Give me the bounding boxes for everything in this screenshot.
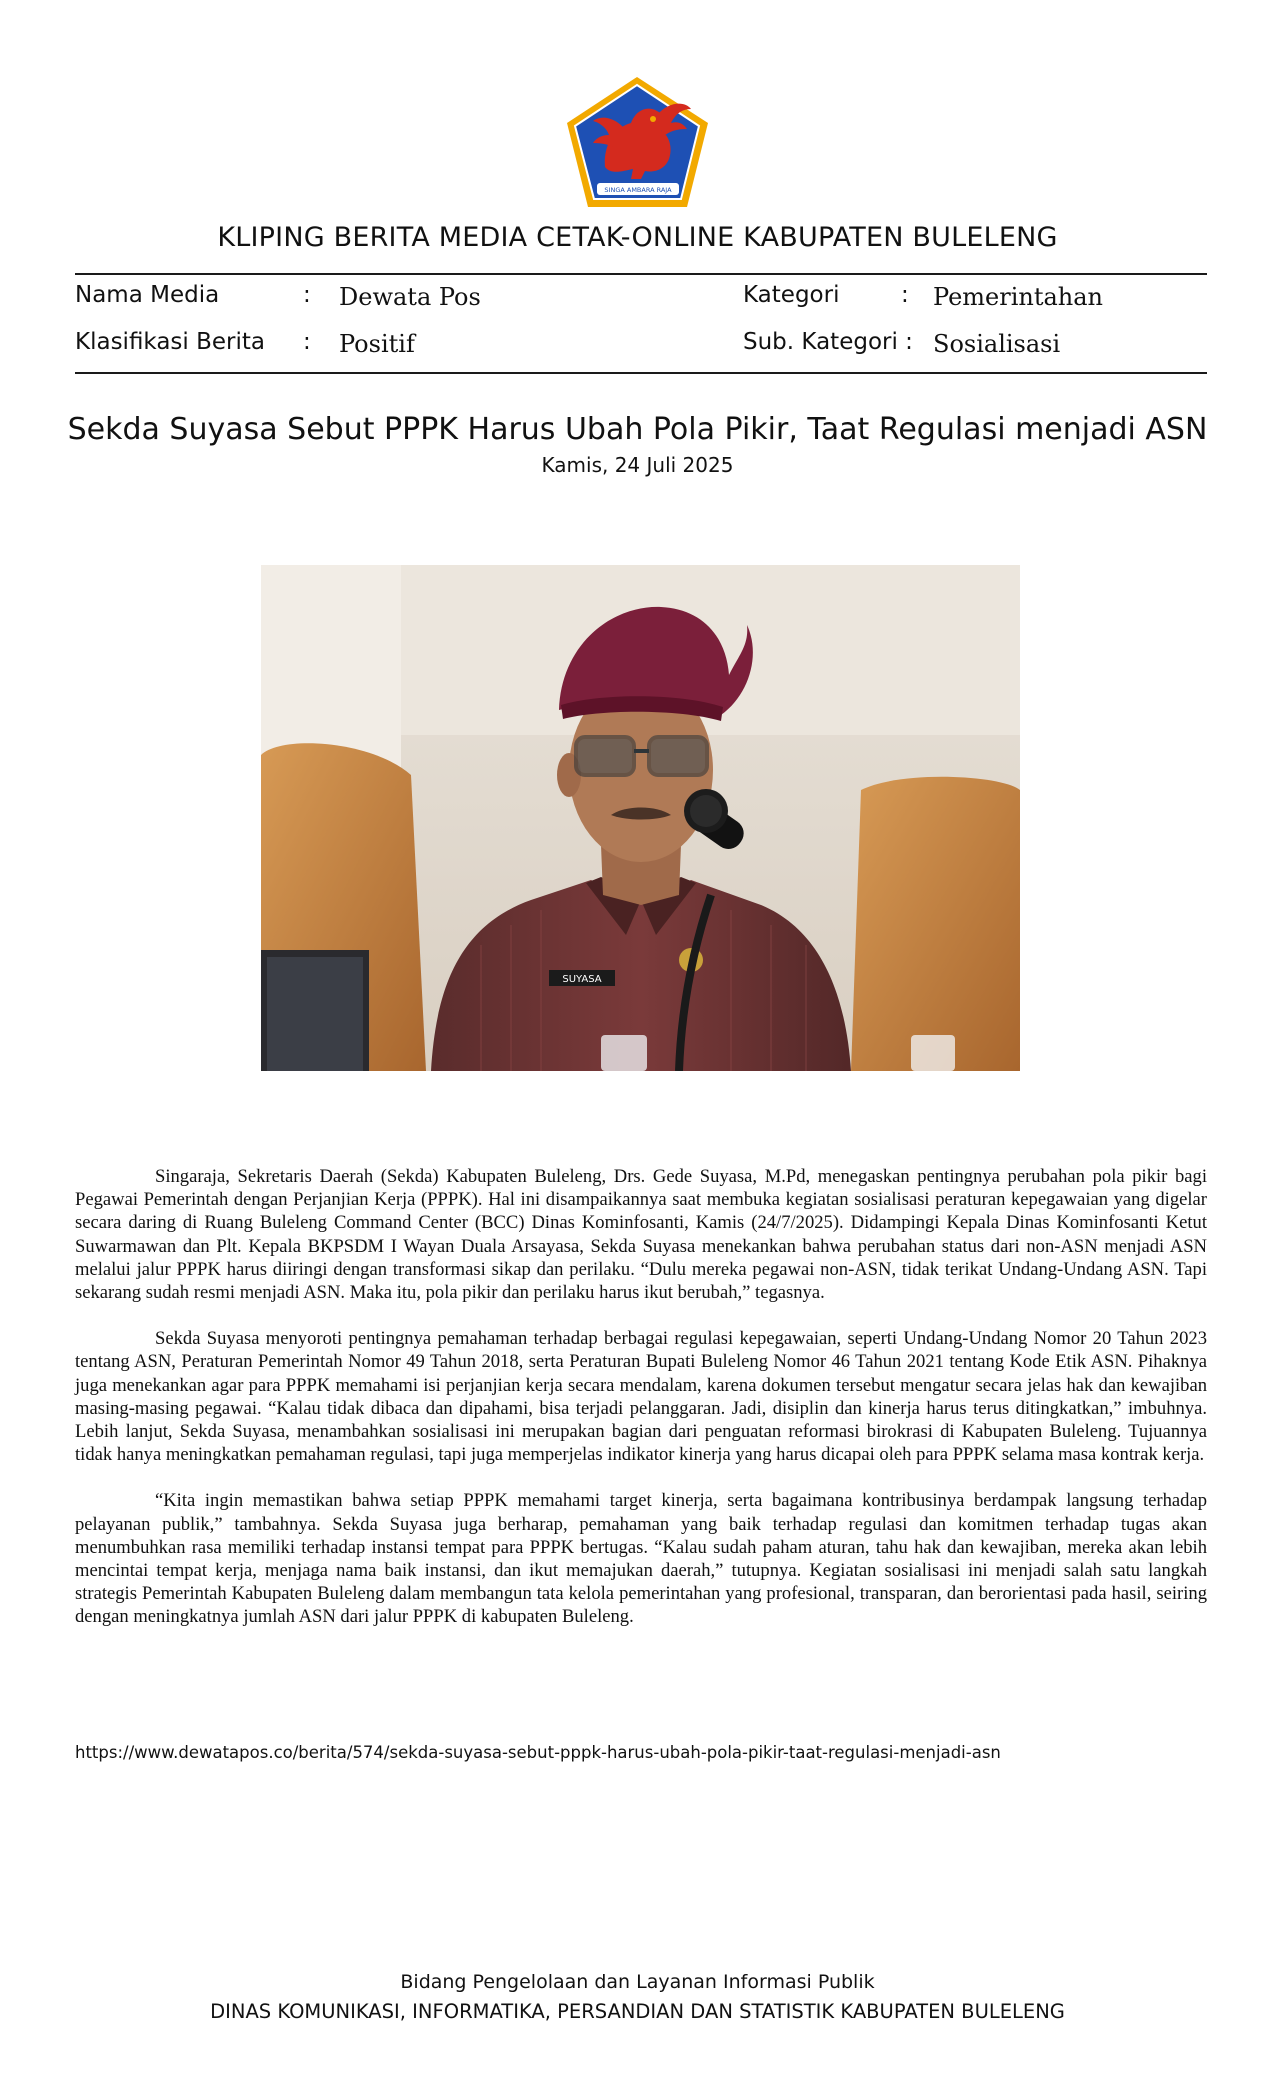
meta-value-kategori: Pemerintahan [933,283,1104,311]
article-date: Kamis, 24 Juli 2025 [541,453,734,477]
page-header-title: KLIPING BERITA MEDIA CETAK-ONLINE KABUPATEN BULELENG [217,222,1058,253]
article-photo [261,565,1020,1071]
photo-name-tag: SUYASA [562,974,602,985]
meta-label-kategori: Kategori [743,282,840,308]
meta-value-klasifikasi-berita: Positif [339,330,415,358]
right-chair-shape [851,777,1020,1071]
meta-colon-klasifikasi-berita: : [303,329,311,355]
meta-value-sub-kategori: Sosialisasi [933,330,1061,358]
footer-division: Bidang Pengelolaan dan Layanan Informasi Publik [400,1971,875,1993]
meta-label-nama-media: Nama Media [75,282,220,308]
article-headline: Sekda Suyasa Sebut PPPK Harus Ubah Pola Pikir, Taat Regulasi menjadi ASN [67,412,1208,447]
footer-agency: DINAS KOMUNIKASI, INFORMATIKA, PERSANDIAN DAN STATISTIK KABUPATEN BULELENG [210,2000,1065,2023]
article-paragraph-1: Singaraja, Sekretaris Daerah (Sekda) Kabupaten Buleleng, Drs. Gede Suyasa, M.Pd, menegaskan pentingnya perubahan pola pikir bagi Pegawai Pemerintah dengan Perjanjian Kerja (PPPK). Hal ini disampaikannya saat membuka kegiatan sosialisasi peraturan kepegawaian yang digelar secara daring di Ruang Buleleng Command Center (BCC) Dinas Kominfosanti, Kamis (24/7/2025). Didampingi Kepala Dinas Kominfosanti Ketut Suwarmawan dan Plt. Kepala BKPSDM I Wayan Duala Arsayasa, Sekda Suyasa menekankan bahwa perubahan status dari non-ASN menjadi ASN melalui jalur PPPK harus diiringi dengan transformasi sikap dan perilaku. “Dulu mereka pegawai non-ASN, tidak terikat Undang-Undang ASN. Tapi sekarang sudah resmi menjadi ASN. Maka itu, pola pikir dan perilaku harus ikut berubah,” tegasnya. [75,1166,1207,1304]
meta-value-nama-media: Dewata Pos [339,283,481,311]
source-url-link[interactable]: https://www.dewatapos.co/berita/574/sekda-suyasa-sebut-pppk-harus-ubah-pola-pikir-taat-regulasi-menjadi-asn [75,1743,1001,1762]
article-paragraph-3: “Kita ingin memastikan bahwa setiap PPPK memahami target kinerja, serta bagaimana kontribusinya berdampak langsung terhadap pelayanan publik,” tambahnya. Sekda Suyasa juga berharap, pemahaman yang baik terhadap regulasi dan komitmen terhadap tugas akan menumbuhkan rasa memiliki terhadap instansi tempat para PPPK bertugas. “Kalau sudah paham aturan, tahu hak dan kewajiban, mereka akan lebih mencintai tempat kerja, menjaga nama baik instansi, dan ikut memajukan daerah,” tutupnya. Kegiatan sosialisasi ini menjadi salah satu langkah strategis Pemerintah Kabupaten Buleleng dalam membangun tata kelola pemerintahan yang profesional, transparan, dan berorientasi pada hasil, seiring dengan meningkatnya jumlah ASN dari jalur PPPK di kabupaten Buleleng. [75,1490,1207,1628]
meta-colon-nama-media: : [303,282,311,308]
article-body [75,1165,1207,1652]
buleleng-emblem-icon [565,75,710,210]
meta-label-sub-kategori: Sub. Kategori : [743,329,913,355]
emblem-motto: SINGA AMBARA RAJA [604,186,672,194]
header-bottom-rule [75,372,1207,374]
meta-label-klasifikasi-berita: Klasifikasi Berita [75,329,266,355]
header-top-rule [75,273,1207,275]
meta-colon-kategori: : [901,282,909,308]
article-paragraph-2: Sekda Suyasa menyoroti pentingnya pemahaman terhadap berbagai regulasi kepegawaian, seperti Undang-Undang Nomor 20 Tahun 2023 tentang ASN, Peraturan Pemerintah Nomor 49 Tahun 2018, serta Peraturan Bupati Buleleng Nomor 46 Tahun 2021 tentang Kode Etik ASN. Pihaknya juga menekankan agar para PPPK memahami isi perjanjian kerja secara mendalam, karena dokumen tersebut mengatur secara jelas hak dan kewajiban masing-masing pegawai. “Kalau tidak dibaca dan dipahami, bisa terjadi pelanggaran. Jadi, disiplin dan kinerja harus terus ditingkatkan,” imbuhnya. Lebih lanjut, Sekda Suyasa, menambahkan sosialisasi ini merupakan bagian dari penguatan reformasi birokrasi di Kabupaten Buleleng. Tujuannya tidak hanya meningkatkan pemahaman regulasi, tapi juga memperjelas indikator kinerja yang harus dicapai oleh para PPPK selama masa kontrak kerja. [75,1328,1207,1466]
